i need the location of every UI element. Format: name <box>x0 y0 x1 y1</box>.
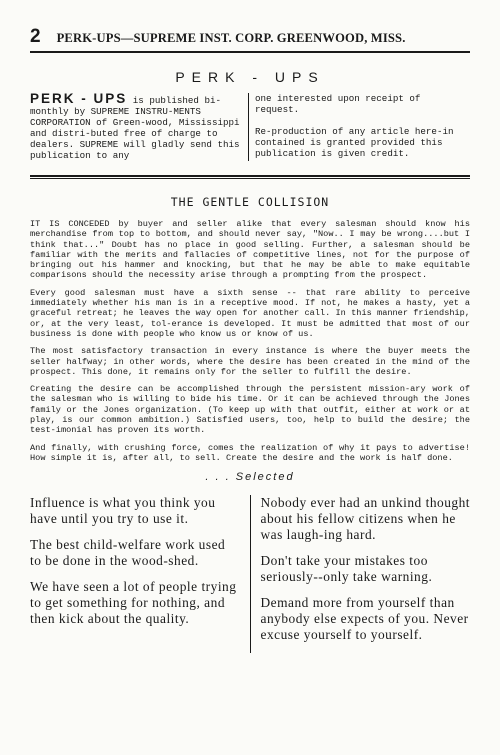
page-number: 2 <box>30 26 41 47</box>
quote-item: Don't take your mistakes too seriously--only take warning. <box>260 553 433 585</box>
selected-label: . . . Selected <box>205 471 295 484</box>
running-head: PERK-UPS—SUPREME INST. CORP. GREENWOOD, MISS. <box>56 31 406 45</box>
section-divider <box>30 175 470 179</box>
article-paragraph: The most satisfactory transaction in every instance is where the buyer meets the seller halfway; in other words, where the desire has been created in the mind of the prospect. This done, it remains only for the seller to fulfill the desire. <box>30 346 470 377</box>
masthead-title: PERK - UPS <box>175 69 325 85</box>
article-paragraph: Creating the desire can be accomplished through the persistent mission-ary work of the salesman who is willing to bide his time. Or it can be achieved through the Jones family or the Jones organization. (To keep up with that outfit, either at work or at play, is our common ambition.) Satisfied users, too, help to build the desire; the test-imonial has proven its worth. <box>30 384 470 436</box>
quote-item: Nobody ever had an unkind thought about his fellow citizens when he was laugh-ing hard. <box>260 495 471 543</box>
request-note: one interested upon receipt of request. <box>255 93 421 115</box>
quotes-right-column <box>251 495 471 653</box>
publication-notice: is published bi-monthly by SUPREME INSTRU-MENTS CORPORATION of Green-wood, Mississippi and distri-buted free of charge to dealers. SUPREME will gladly send this publication to any <box>30 95 240 161</box>
article-body <box>30 219 470 463</box>
quotes-block <box>30 495 470 653</box>
intro-block <box>30 93 470 161</box>
intro-right-column <box>249 93 470 161</box>
quote-item: Demand more from yourself than anybody else expects of you. Never excuse yourself to yourself. <box>260 595 469 643</box>
reproduction-note: Re-production of any article here-in contained is granted provided this publication is given credit. <box>255 126 454 159</box>
article-paragraph: Every good salesman must have a sixth sense -- that rare ability to perceive immediately whether his man is in a receptive mood. If not, he makes a hasty, yet a graceful retreat; he leaves the way open for another call. In this manner friendship, or, at the very least, tol-erance is developed. It must be admitted that most of our business is done with people who know us or know of us. <box>30 287 470 339</box>
article-paragraph: And finally, with crushing force, comes the realization of why it pays to advertise! How simple it is, after all, to sell. Create the desire and the work is half done. <box>30 442 470 463</box>
article-paragraph: IT IS CONCEDED by buyer and seller alike that every salesman should know his merchandise from top to bottom, and should never say, "Now.. I may be wrong....but I think that..." Doubt has no place in good selling. Further, a salesman should be familiar with the merits and fallacies of competitive lines, not for the purpose of bringing out his hammer and knocking, but that he may be able to make equitable comparisons should the necessity arise through a prompting from the prospect. <box>30 219 470 281</box>
quote-item: We have seen a lot of people trying to get something for nothing, and then kick about the quality. <box>30 579 237 627</box>
publication-name: PERK - UPS <box>30 91 128 106</box>
newsletter-page <box>30 26 470 653</box>
article-title: THE GENTLE COLLISION <box>170 195 330 209</box>
page-header <box>30 26 470 48</box>
quotes-left-column <box>30 495 251 653</box>
header-rule <box>30 51 470 53</box>
intro-left-column <box>30 93 249 161</box>
quote-item: Influence is what you think you have until you try to use it. <box>30 495 216 527</box>
quote-item: The best child-welfare work used to be done in the wood-shed. <box>30 537 226 569</box>
